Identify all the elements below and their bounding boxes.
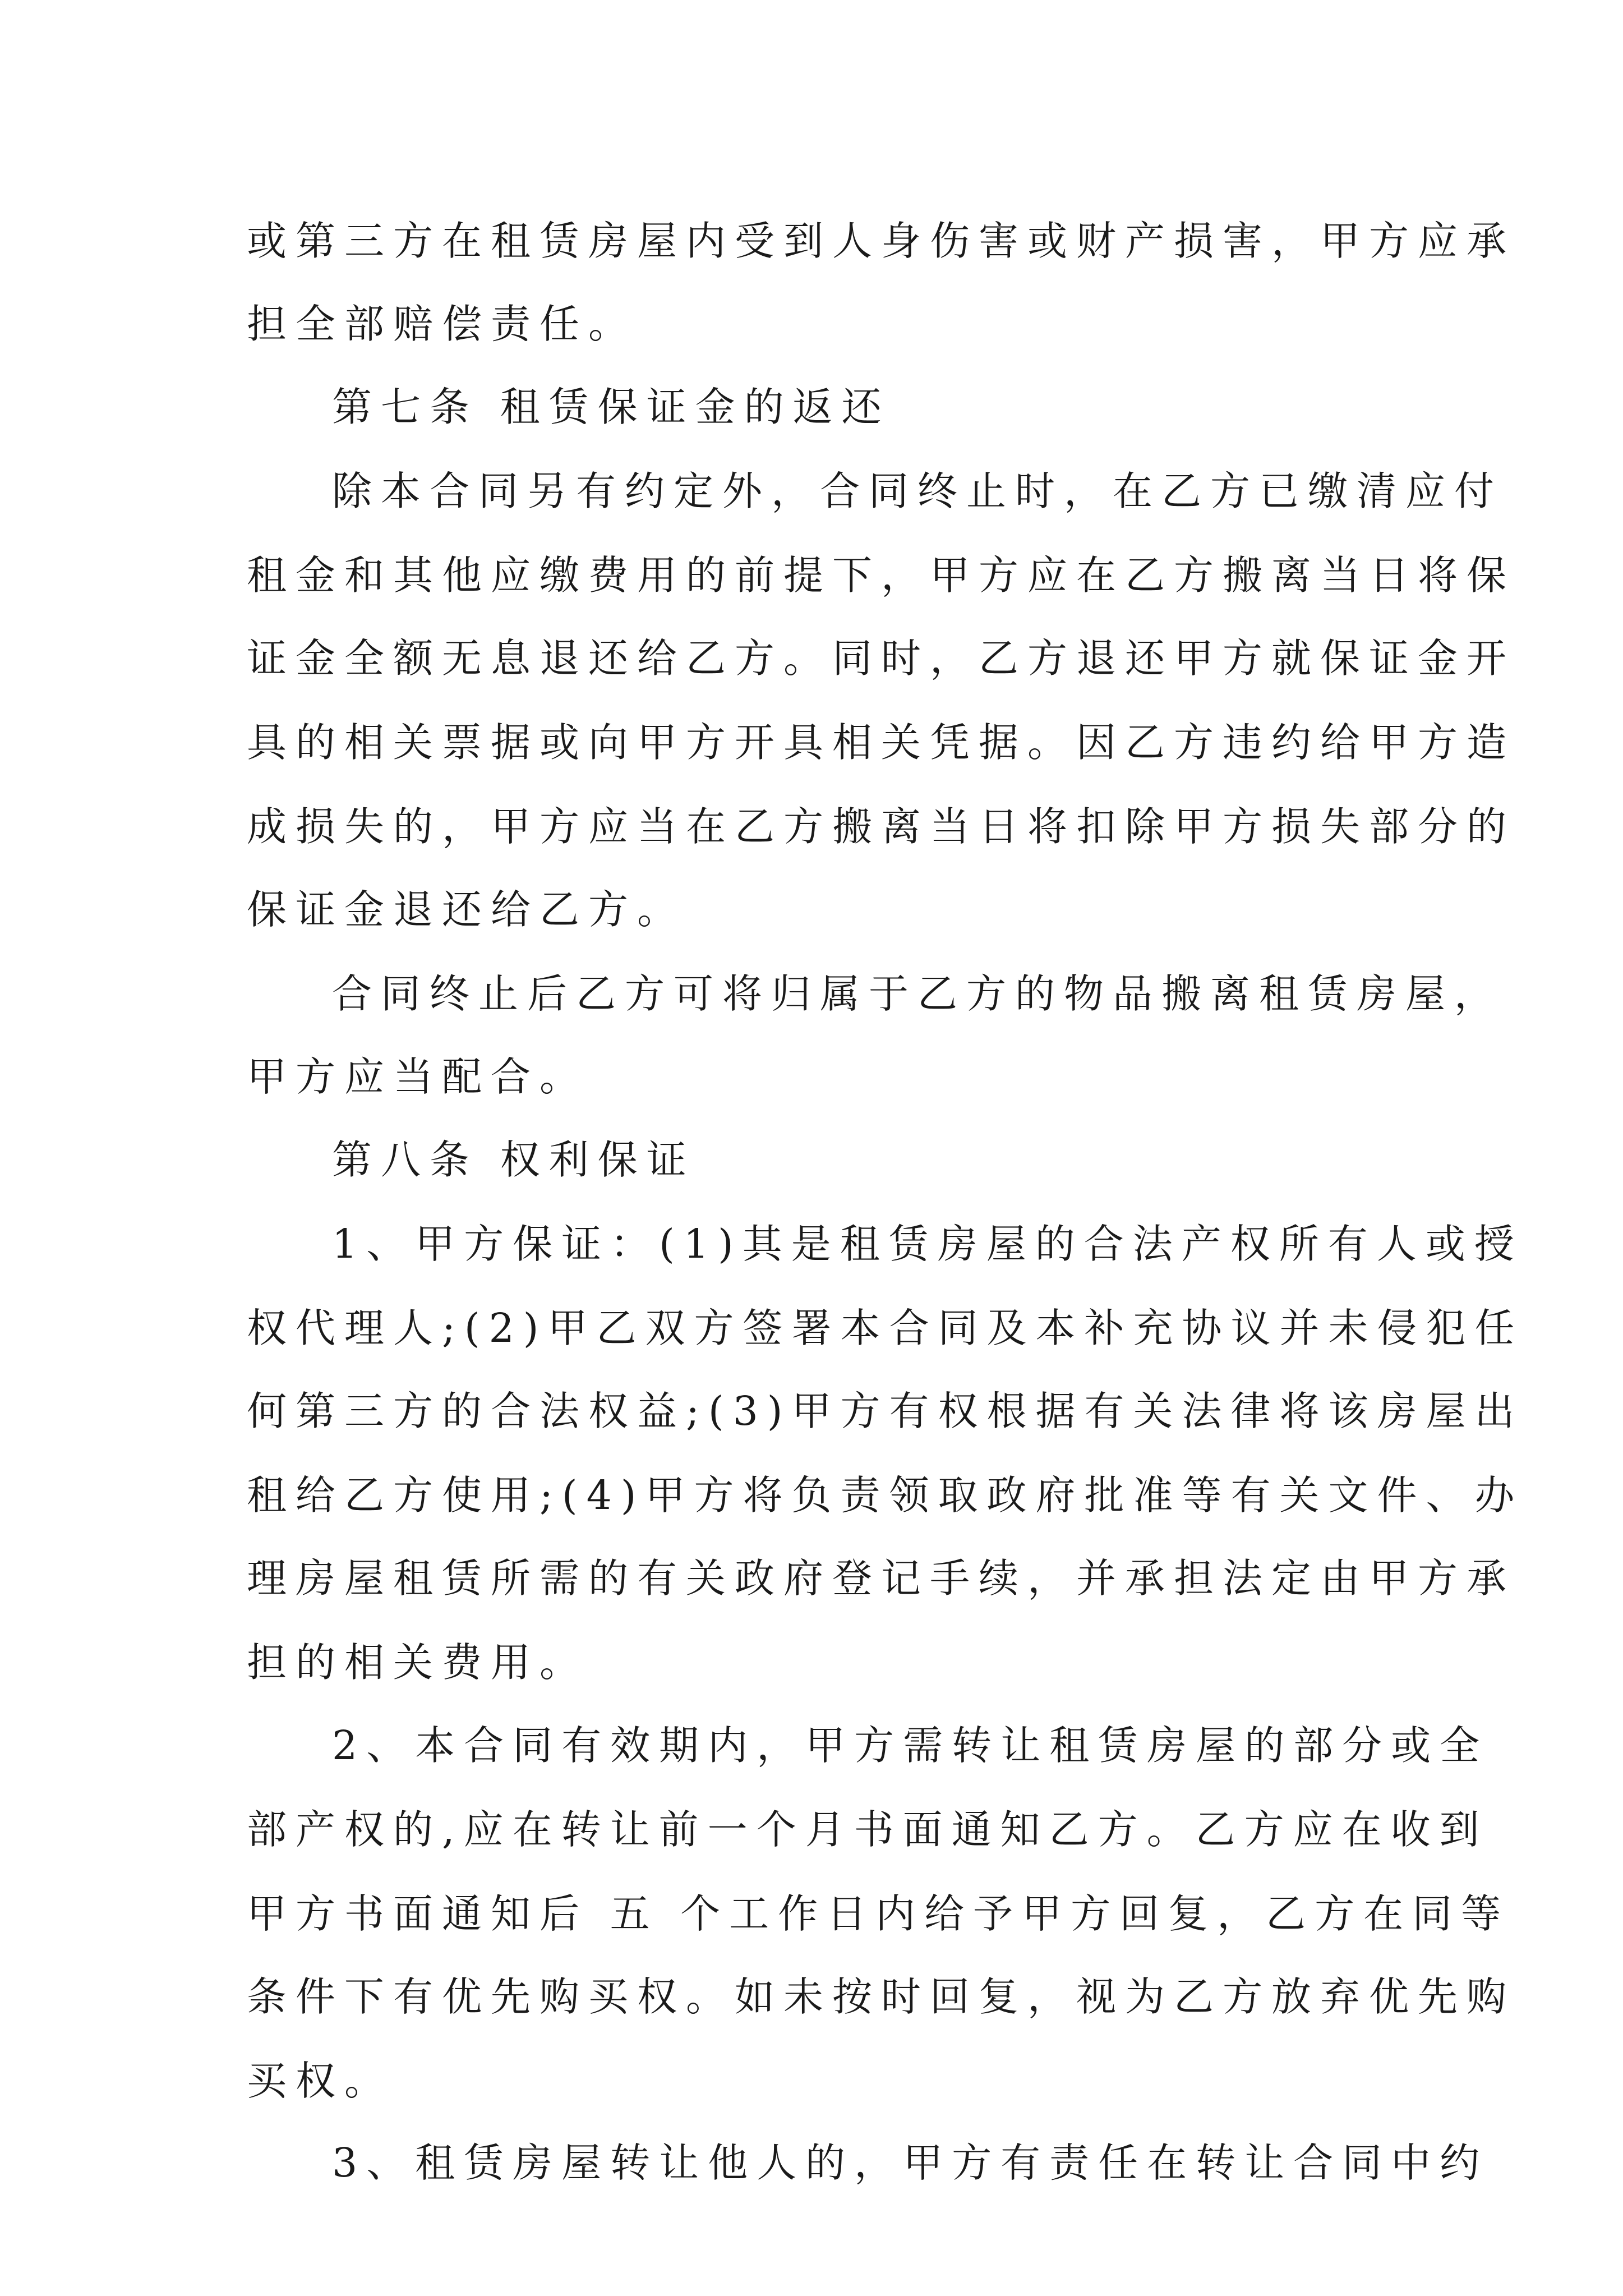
text-line: 何第三方的合法权益;(3)甲方有权根据有关法律将该房屋出 — [247, 1388, 1524, 1434]
text-line: 1、甲方保证：(1)其是租赁房屋的合法产权所有人或授 — [332, 1221, 1523, 1267]
text-line: 权代理人;(2)甲乙双方签署本合同及本补充协议并未侵犯任 — [247, 1305, 1524, 1351]
text-line: 条件下有优先购买权。如未按时回复，视为乙方放弃优先购 — [247, 1973, 1516, 2020]
text-line: 3、租赁房屋转让他人的，甲方有责任在转让合同中约 — [332, 2139, 1489, 2186]
text-line: 理房屋租赁所需的有关政府登记手续，并承担法定由甲方承 — [247, 1555, 1516, 1602]
text-line: 合同终止后乙方可将归属于乙方的物品搬离租赁房屋， — [332, 970, 1504, 1017]
text-line: 2、本合同有效期内，甲方需转让租赁房屋的部分或全 — [332, 1722, 1489, 1769]
text-line: 保证金退还给乙方。 — [247, 886, 686, 933]
text-line: 除本合同另有约定外，合同终止时，在乙方已缴清应付 — [332, 468, 1504, 514]
text-line: 担的相关费用。 — [247, 1639, 589, 1686]
text-line: 部产权的,应在转让前一个月书面通知乙方。乙方应在收到 — [247, 1806, 1488, 1853]
text-line: 甲方应当配合。 — [247, 1053, 589, 1100]
text-line: 租给乙方使用;(4)甲方将负责领取政府批准等有关文件、办 — [247, 1472, 1524, 1519]
text-line: 具的相关票据或向甲方开具相关凭据。因乙方违约给甲方造 — [247, 719, 1516, 766]
text-line: 租金和其他应缴费用的前提下，甲方应在乙方搬离当日将保 — [247, 552, 1516, 599]
section-heading: 第八条 权利保证 — [332, 1137, 695, 1183]
text-line: 担全部赔偿责任。 — [247, 301, 638, 347]
section-heading: 第七条 租赁保证金的返还 — [332, 384, 891, 430]
text-line: 买权。 — [247, 2058, 394, 2104]
text-line: 证金全额无息退还给乙方。同时，乙方退还甲方就保证金开 — [247, 635, 1516, 682]
text-line: 成损失的，甲方应当在乙方搬离当日将扣除甲方损失部分的 — [247, 803, 1516, 850]
text-line: 或第三方在租赁房屋内受到人身伤害或财产损害，甲方应承 — [247, 218, 1516, 264]
text-line: 甲方书面通知后 五 个工作日内给予甲方回复，乙方在同等 — [247, 1890, 1510, 1937]
